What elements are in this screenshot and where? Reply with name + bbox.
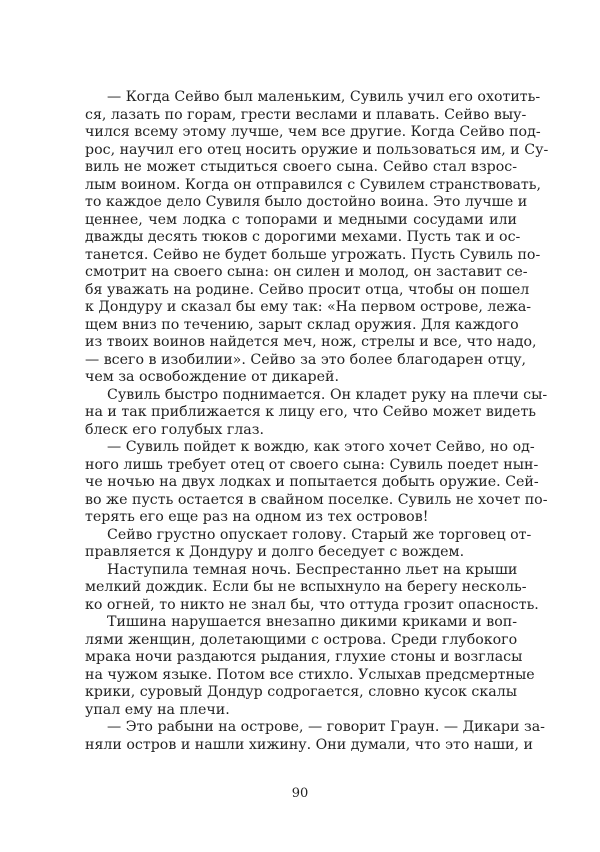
paragraph [85,386,548,440]
paragraph [85,89,549,387]
paragraph [85,719,545,754]
paragraph [85,561,539,615]
text-line: ного лишь требует отец от своего сына: Сувиль поедет нын- [85,456,539,473]
text-line: терять его еще раз на одном из тех островов! [85,509,429,525]
text-line: — Когда Сейво был маленьким, Сувиль учил его охотить- [107,89,541,105]
text-line: лым воином. Когда он отправился с Сувилем странствовать, [85,176,542,193]
text-line: мелкий дождик. Если бы не вспыхнуло на берегу несколь- [85,579,527,595]
text-line: Наступила темная ночь. Беспрестанно льет на крыши [107,561,518,578]
paragraph [85,526,532,562]
text-line: блеск его голубых глаз. [85,421,264,438]
text-line: — Это рабыни на острове, — говорит Граун. — Дикари за- [107,719,545,735]
text-line: чем за освобождение от дикарей. [85,369,339,385]
text-line: Сейво грустно опускает голову. Старый же торговец от- [107,526,532,543]
text-line: бя уважать на родине. Сейво просит отца, чтобы он пошел [85,281,530,298]
text-line: танется. Сейво не будет больше угрожать. Пусть Сувиль по- [85,246,541,263]
text-line: ко огней, то никто не знал бы, что оттуда грозит опасность. [85,596,539,613]
page-number: 90 [291,786,309,801]
text-line: на чужом языке. Потом все стихло. Услыхав предсмертные [85,666,535,683]
text-line: из твоих воинов найдется меч, нож, стрелы и все, что надо, [85,334,537,350]
text-line: лями женщин, долетающими с острова. Среди глубокого [85,631,518,648]
text-line: смотрит на своего сына: он силен и молод, он заставит се- [85,264,528,280]
text-line: во же пусть остается в свайном поселке. Сувиль не хочет по- [85,491,548,508]
text-line: то каждое дело Сувиля было достойно воина. Это лучше и [85,194,528,210]
text-line: ся, лазать по горам, грести веслами и плавать. Сейво выу- [85,106,527,123]
text-line: упал ему на плечи. [85,701,230,718]
text-line: че ночью на двух лодках и попытается добыть оружие. Сей- [85,474,539,490]
text-line: виль не может стыдиться своего сына. Сейво стал взрос- [85,159,517,175]
text-line: ценнее, чем лодка с топорами и медными сосудами или [85,211,517,228]
text-line: дважды десять тюков с дорогими мехами. Пусть так и ос- [85,229,521,245]
text-line: крики, суровый Дондур содрогается, словно кусок скалы [85,684,517,700]
text-line: рос, научил его отец носить оружие и пользоваться им, и Су- [85,141,549,158]
text-line: щем вниз по течению, зарыт склад оружия. Для каждого [85,316,519,333]
text-line: Тишина нарушается внезапно дикими криками и воп- [107,614,517,630]
text-line: к Дондуру и сказал бы ему так: «На первом острове, лежа- [85,299,532,315]
text-line: — всего в изобилии». Сейво за это более благодарен отцу, [85,351,527,368]
paragraph [85,614,535,719]
text-line: няли остров и нашли хижину. Они думали, что это наши, и [85,736,533,753]
paragraph [85,439,548,527]
text-line: чился всему этому лучше, чем все другие. Когда Сейво под- [85,124,541,140]
text-line: правляется к Дондуру и долго беседует с вождем. [85,544,465,560]
text-line: на и так приближается к лицу его, что Сейво может видеть [85,404,537,420]
body-text [85,89,549,754]
text-line: — Сувиль пойдет к вождю, как этого хочет Сейво, но од- [107,439,535,455]
text-line: мрака ночи раздаются рыдания, глухие стоны и возгласы [85,649,523,665]
text-line: Сувиль быстро поднимается. Он кладет руку на плечи сы- [107,386,548,403]
